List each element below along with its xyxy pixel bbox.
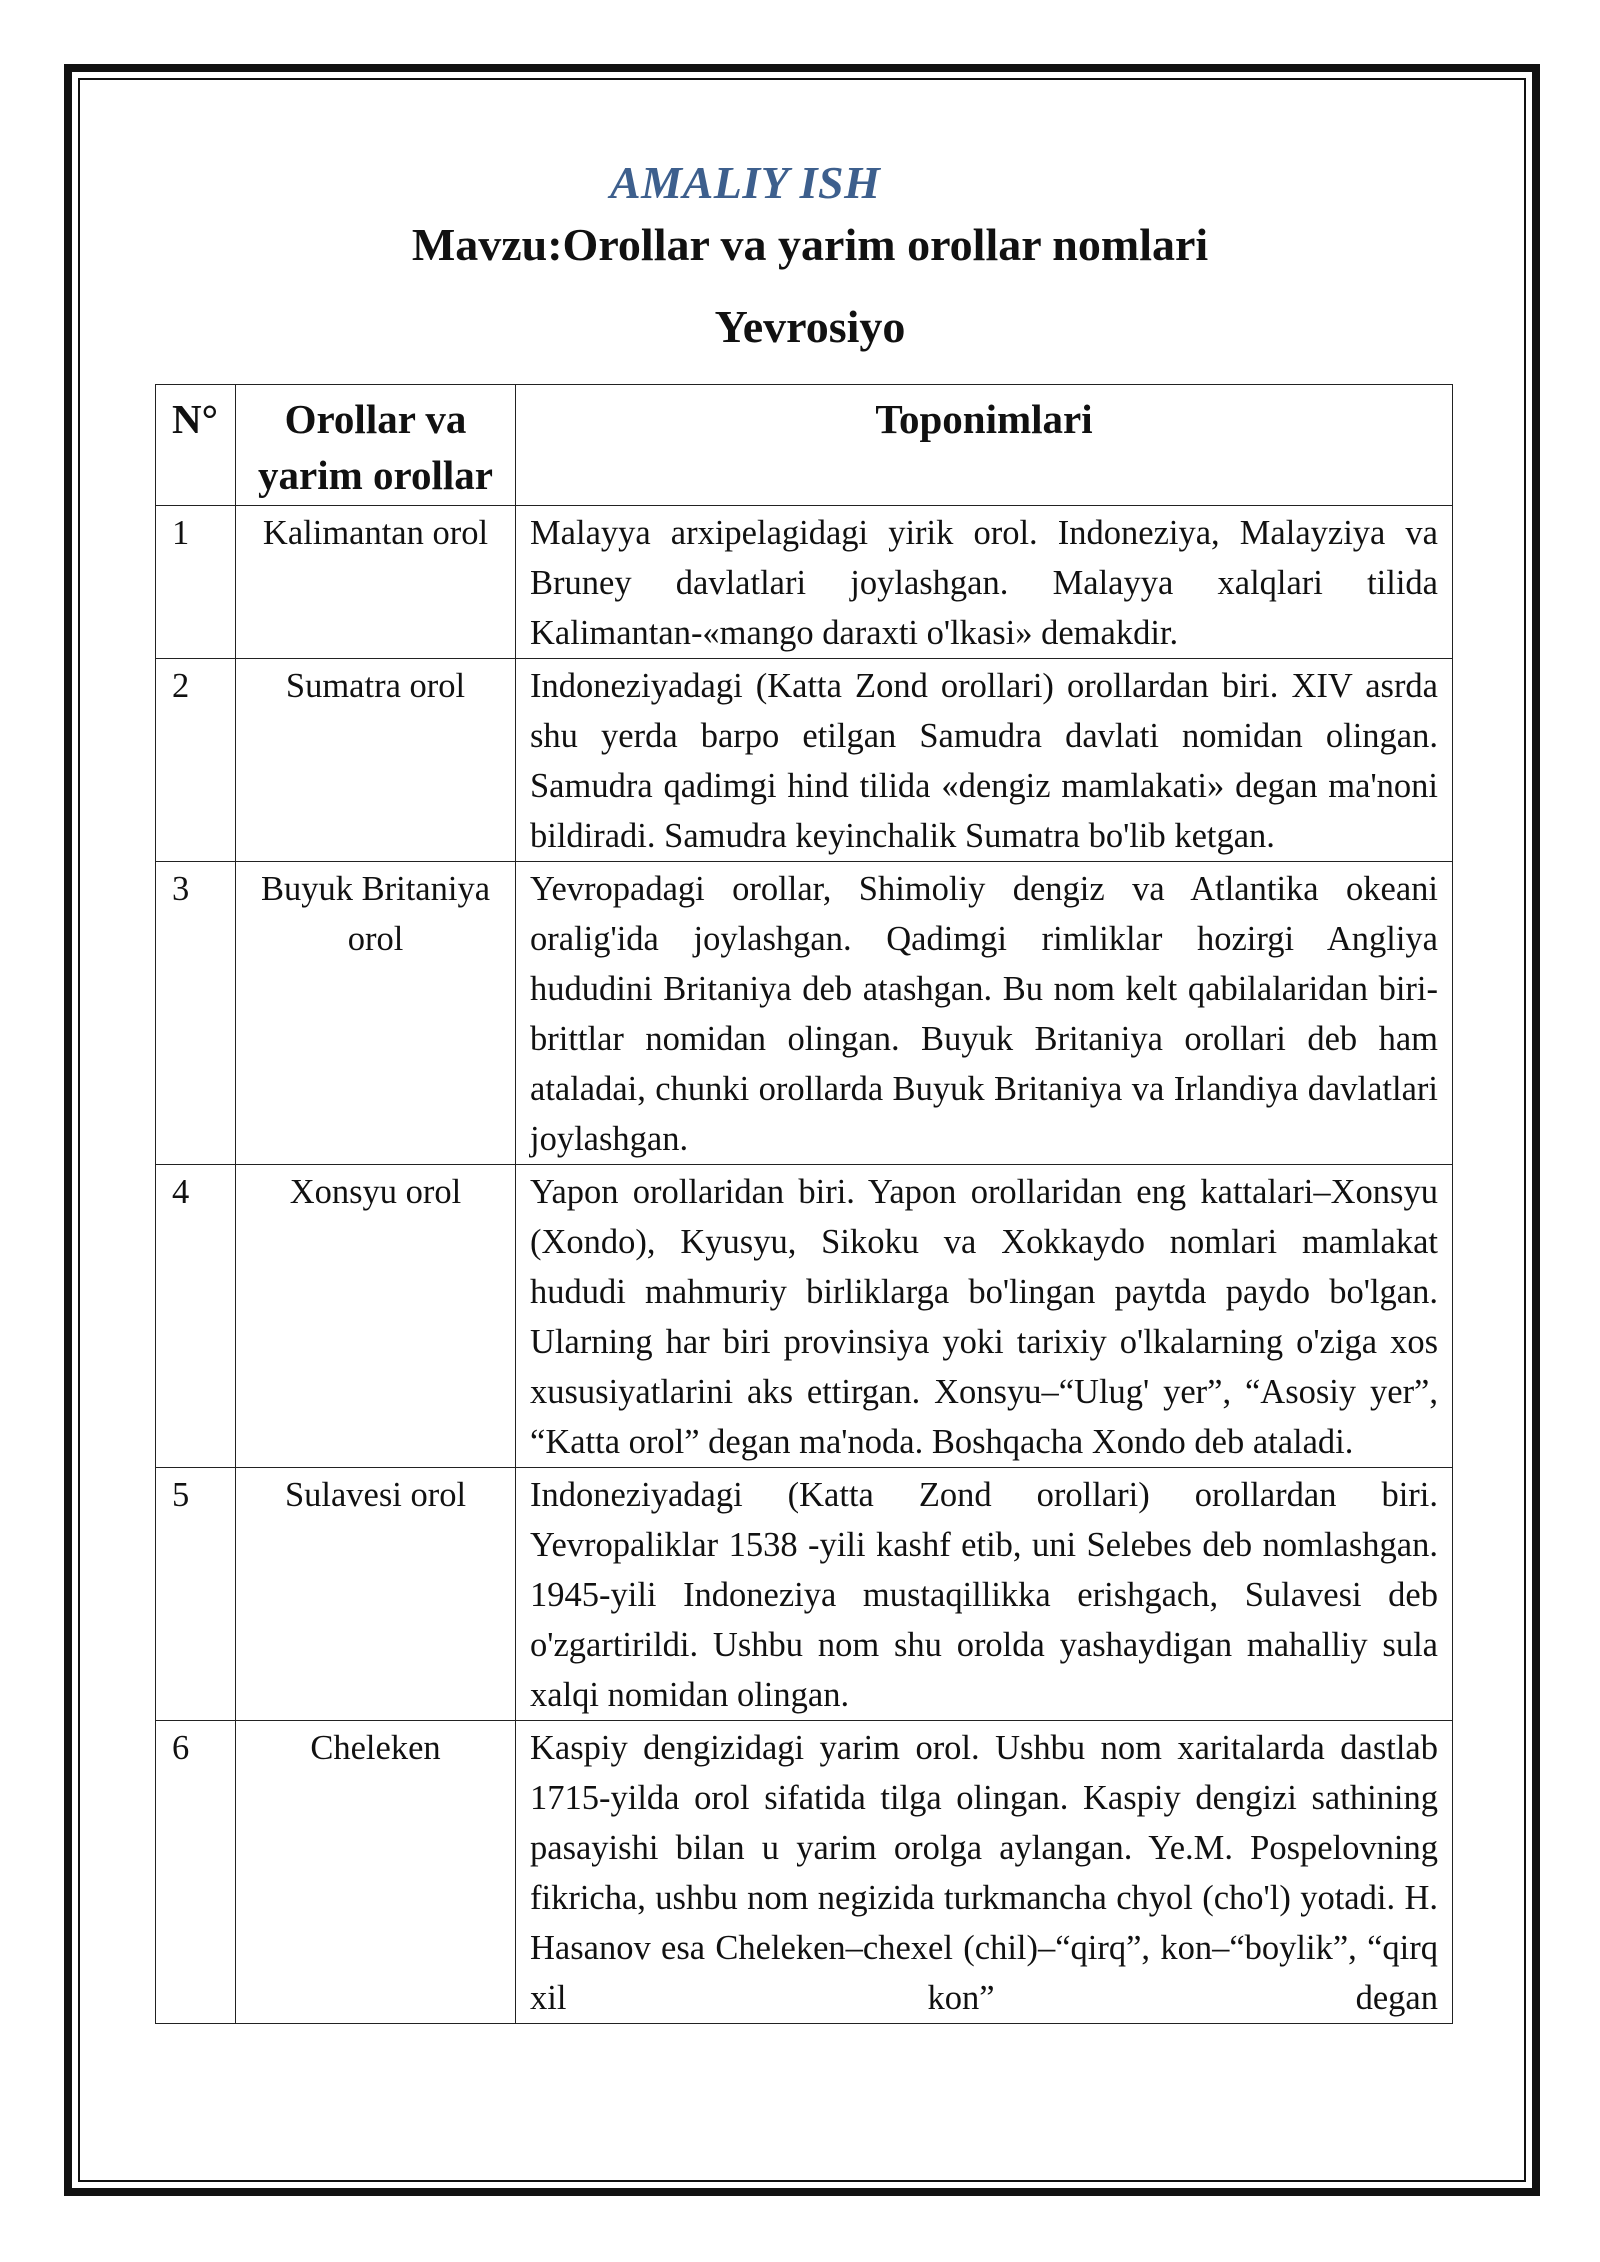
table-row — [156, 1721, 1453, 2024]
table-row — [156, 862, 1453, 1165]
toponym-description: Yevropadagi orollar, Shimoliy dengiz va Atlantika okeani oralig'ida joylashgan. Qadimgi rimliklar hozirgi Angliya hududini Britaniya deb atashgan. Bu nom kelt qabilalaridan biri-brittlar nomidan olingan. Buyuk Britaniya orollari deb ham ataladai, chunki orollarda Buyuk Britaniya va Irlandiya davlatlari joylashgan. — [516, 862, 1453, 1165]
table-row — [156, 1468, 1453, 1721]
row-number: 2 — [156, 659, 236, 862]
column-header-number: N° — [156, 385, 236, 506]
document-label: AMALIY ISH — [610, 157, 881, 208]
table-header-row — [156, 385, 1453, 506]
toponym-description: Kaspiy dengizidagi yarim orol. Ushbu nom xaritalarda dastlab 1715-yilda orol sifatida tilga olingan. Kaspiy dengizi sathining pasayishi bilan u yarim orolga aylangan. Ye.M. Pospelovning fikricha, ushbu nom negizida turkmancha chyol (cho'l) yotadi. H. Hasanov esa Cheleken–chexel (chil)–“qirq”, kon–“boylik”, “qirq xil kon” degan — [516, 1721, 1453, 2024]
document-subtitle: Yevrosiyo — [714, 301, 906, 352]
row-number: 4 — [156, 1165, 236, 1468]
island-name: Cheleken — [236, 1721, 516, 2024]
document-title: Mavzu:Orollar va yarim orollar nomlari — [411, 219, 1209, 270]
row-number: 6 — [156, 1721, 236, 2024]
column-header-toponyms: Toponimlari — [516, 385, 1453, 506]
toponym-description: Indoneziyadagi (Katta Zond orollari) orollardan biri. Yevropaliklar 1538 -yili kashf etib, uni Selebes deb nomlashgan. 1945-yili Indoneziya mustaqillikka erishgach, Sulavesi deb o'zgartirildi. Ushbu nom shu orolda yashaydigan mahalliy sula xalqi nomidan olingan. — [516, 1468, 1453, 1721]
row-number: 5 — [156, 1468, 236, 1721]
table-row — [156, 506, 1453, 659]
toponyms-table — [155, 384, 1453, 2024]
island-name: Buyuk Britaniya orol — [236, 862, 516, 1165]
island-name: Xonsyu orol — [236, 1165, 516, 1468]
column-header-islands: Orollar va yarim orollar — [236, 385, 516, 506]
toponym-description: Malayya arxipelagidagi yirik orol. Indoneziya, Malayziya va Bruney davlatlari joylashgan. Malayya xalqlari tilida Kalimantan-«mango daraxti o'lkasi» demakdir. — [516, 506, 1453, 659]
row-number: 3 — [156, 862, 236, 1165]
toponym-description: Yapon orollaridan biri. Yapon orollaridan eng kattalari–Xonsyu (Xondo), Kyusyu, Sikoku va Xokkaydo nomlari mamlakat hududi mahmuriy birliklarga bo'lingan paytda paydo bo'lgan. Ularning har biri provinsiya yoki tarixiy o'lkalarning o'ziga xos xususiyatlarini aks ettirgan. Xonsyu–“Ulug' yer”, “Asosiy yer”, “Katta orol” degan ma'noda. Boshqacha Xondo deb ataladi. — [516, 1165, 1453, 1468]
table-row — [156, 1165, 1453, 1468]
toponym-description: Indoneziyadagi (Katta Zond orollari) orollardan biri. XIV asrda shu yerda barpo etilgan Samudra davlati nomidan olingan. Samudra qadimgi hind tilida «dengiz mamlakati» degan ma'noni bildiradi. Samudra keyinchalik Sumatra bo'lib ketgan. — [516, 659, 1453, 862]
island-name: Kalimantan orol — [236, 506, 516, 659]
table-row — [156, 659, 1453, 862]
row-number: 1 — [156, 506, 236, 659]
island-name: Sulavesi orol — [236, 1468, 516, 1721]
island-name: Sumatra orol — [236, 659, 516, 862]
